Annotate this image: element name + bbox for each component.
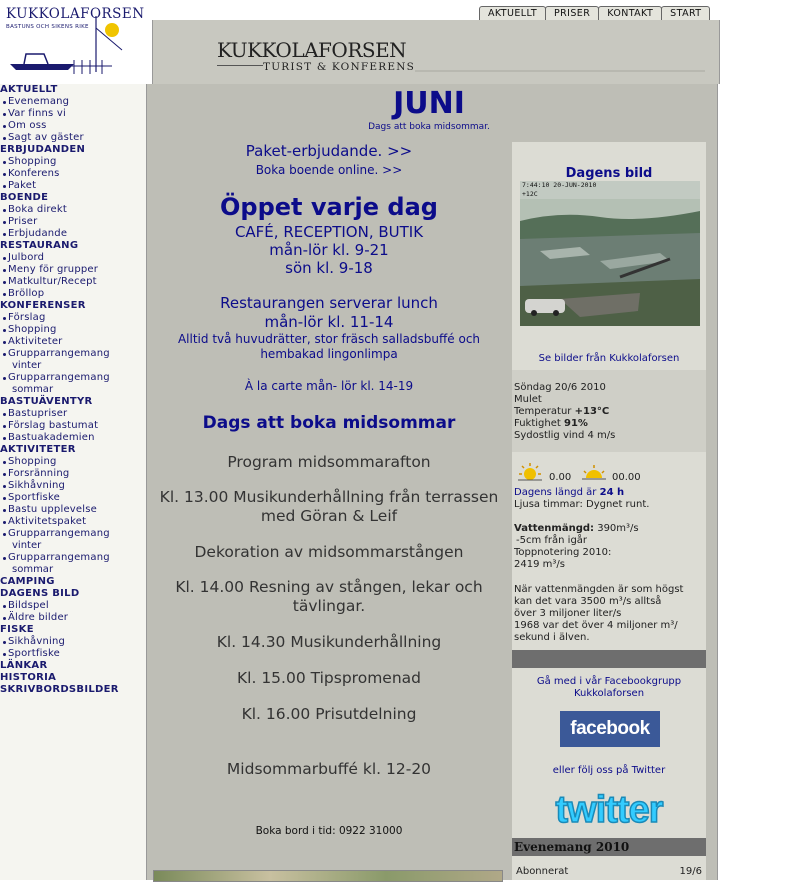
nav-item-continuation[interactable]: vinter <box>12 540 42 551</box>
nav-item[interactable]: Grupparrangemang <box>0 552 146 564</box>
top-note-label: Toppnotering 2010: <box>514 547 612 558</box>
open-line: sön kl. 9-18 <box>285 259 373 277</box>
webcam-temperature: +12C <box>522 190 538 198</box>
fact-line: kan det vara 3500 m³/s alltså <box>514 596 662 607</box>
banner-rule-long <box>415 70 705 72</box>
alacarte-hours: À la carte mån- lör kl. 14-19 <box>244 379 414 393</box>
nav-section-aktiviteter[interactable]: AKTIVITETER <box>0 444 76 455</box>
lunch-hours: mån-lör kl. 11-14 <box>264 313 394 331</box>
wind-info: Sydostlig vind 4 m/s <box>514 430 616 441</box>
header-banner <box>152 20 720 84</box>
events-header-bar <box>512 838 706 856</box>
program-item: Kl. 16.00 Prisutdelning <box>241 705 417 723</box>
temperature-value: +13°C <box>574 406 610 417</box>
events-heading: Evenemang 2010 <box>514 840 630 854</box>
right-sidebar <box>512 142 706 880</box>
tab-aktuellt[interactable]: AKTUELLT <box>479 6 546 21</box>
nav-item[interactable]: Aktiviteter <box>0 336 146 348</box>
nav-section-bastuäventyr[interactable]: BASTUÄVENTYR <box>0 396 93 407</box>
nav-section-boende[interactable]: BOENDE <box>0 192 49 203</box>
tab-start[interactable]: START <box>661 6 710 21</box>
water-volume <box>514 523 708 535</box>
nav-item[interactable]: Sagt av gäster <box>0 132 146 144</box>
event-name[interactable]: Abonnerat <box>516 866 569 877</box>
buffet-time: Midsommarbuffé kl. 12-20 <box>226 760 432 778</box>
nav-section-länkar[interactable]: LÄNKAR <box>0 660 48 671</box>
nav-item[interactable]: Bastuakademien <box>0 432 146 444</box>
nav-item[interactable]: Äldre bilder <box>0 612 146 624</box>
nav-item[interactable]: Erbjudande <box>0 228 146 240</box>
top-note-value: 2419 m³/s <box>514 559 565 570</box>
left-navigation <box>0 84 146 880</box>
program-item: Kl. 13.00 Musikunderhållning från terrassen med Göran & Leif <box>159 488 499 525</box>
nav-item[interactable]: Bastupriser <box>0 408 146 420</box>
lunch-heading: Restaurangen serverar lunch <box>220 294 438 312</box>
nav-section-skrivbordsbilder[interactable]: SKRIVBORDSBILDER <box>0 684 119 695</box>
nav-item[interactable]: Konferens <box>0 168 146 180</box>
webcam-timestamp: 7:44:10 20-JUN-2010 <box>522 181 597 189</box>
nav-item-continuation[interactable]: sommar <box>12 564 54 575</box>
open-heading: Öppet varje dag <box>220 193 438 221</box>
nav-section-restaurang[interactable]: RESTAURANG <box>0 240 79 251</box>
more-images-link[interactable]: Se bilder från Kukkolaforsen <box>538 353 680 364</box>
nav-item[interactable]: Sikhåvning <box>0 480 146 492</box>
nav-item[interactable]: Grupparrangemang <box>0 372 146 384</box>
sunset-time: 00.00 <box>612 472 641 483</box>
banner-subtitle: TURIST & KONFERENS <box>263 61 415 73</box>
nav-section-fiske[interactable]: FISKE <box>0 624 34 635</box>
water-change: -5cm från igår <box>516 535 588 546</box>
day-length-label: Dagens längd är <box>514 487 597 498</box>
month-subheading: Dags att boka midsommar. <box>368 122 490 132</box>
site-logo[interactable] <box>0 0 146 84</box>
midsummer-heading: Dags att boka midsommar <box>202 413 456 433</box>
lunch-description: Alltid två huvudrätter, stor fräsch salladsbuffé och hembakad lingonlimpa <box>177 332 481 361</box>
nav-section-konferenser[interactable]: KONFERENSER <box>0 300 86 311</box>
twitter-button[interactable]: twitter <box>555 789 663 831</box>
program-item: Kl. 15.00 Tipspromenad <box>237 669 421 687</box>
book-online-link[interactable]: Boka boende online. >> <box>255 163 403 177</box>
nav-item[interactable]: Shopping <box>0 456 146 468</box>
nav-item[interactable]: Boka direkt <box>0 204 146 216</box>
sunset-icon <box>580 462 608 484</box>
webcam-image[interactable] <box>520 181 700 326</box>
program-item: Kl. 14.30 Musikunderhållning <box>216 633 442 651</box>
twitter-link[interactable]: eller följ oss på Twitter <box>552 765 666 776</box>
fact-line: sekund i älven. <box>514 632 590 643</box>
day-length-value: 24 h <box>599 487 625 498</box>
tab-kontakt[interactable]: KONTAKT <box>598 6 662 21</box>
program-item: Kl. 14.00 Resning av stången, lekar och tävlingar. <box>175 578 483 615</box>
nav-section-historia[interactable]: HISTORIA <box>0 672 57 683</box>
program-item: Dekoration av midsommarstången <box>194 543 464 561</box>
package-link[interactable]: Paket-erbjudande. >> <box>245 142 413 160</box>
nav-item[interactable]: Var finns vi <box>0 108 146 120</box>
month-heading: JUNI <box>393 86 465 121</box>
nav-item[interactable]: Forsränning <box>0 468 146 480</box>
nav-item-continuation[interactable]: vinter <box>12 360 42 371</box>
weather-date: Söndag 20/6 2010 <box>514 382 606 393</box>
nav-item[interactable]: Sportfiske <box>0 648 146 660</box>
nav-item[interactable]: Grupparrangemang <box>0 528 146 540</box>
nav-item[interactable]: Evenemang <box>0 96 146 108</box>
nav-section-aktuellt[interactable]: AKTUELLT <box>0 84 58 95</box>
nav-item[interactable]: Bröllop <box>0 288 146 300</box>
footer-photo-strip <box>153 870 503 882</box>
nav-section-dagens-bild[interactable]: DAGENS BILD <box>0 588 80 599</box>
nav-item[interactable]: Bildspel <box>0 600 146 612</box>
fact-line: 1968 var det över 4 miljoner m³/ <box>514 620 678 631</box>
top-tabs <box>479 6 709 21</box>
nav-item[interactable]: Shopping <box>0 324 146 336</box>
nav-item-continuation[interactable]: sommar <box>12 384 54 395</box>
nav-item[interactable]: Shopping <box>0 156 146 168</box>
nav-item[interactable]: Sikhåvning <box>0 636 146 648</box>
humidity-label: Fuktighet <box>514 418 561 429</box>
nav-item[interactable]: Julbord <box>0 252 146 264</box>
sunrise-time: 0.00 <box>549 472 572 483</box>
weather-condition: Mulet <box>514 394 542 405</box>
temperature-label: Temperatur <box>514 406 572 417</box>
humidity-value: 91% <box>563 418 588 429</box>
dagens-bild-heading: Dagens bild <box>565 166 653 181</box>
nav-item[interactable]: Aktivitetspaket <box>0 516 146 528</box>
nav-item[interactable]: Matkultur/Recept <box>0 276 146 288</box>
banner-title: KUKKOLAFORSEN <box>217 38 407 62</box>
nav-section-erbjudanden[interactable]: ERBJUDANDEN <box>0 144 86 155</box>
tab-priser[interactable]: PRISER <box>545 6 599 21</box>
water-value: 390m³/s <box>597 523 639 534</box>
open-line: mån-lör kl. 9-21 <box>269 241 389 259</box>
fact-line: När vattenmängden är som högst <box>514 584 684 595</box>
nav-item[interactable]: Förslag <box>0 312 146 324</box>
nav-item[interactable]: Sportfiske <box>0 492 146 504</box>
nav-item[interactable]: Förslag bastumat <box>0 420 146 432</box>
open-line: CAFÉ, RECEPTION, BUTIK <box>234 223 424 241</box>
logo-title: KUKKOLAFORSEN <box>6 6 145 22</box>
sunrise-icon <box>516 462 544 484</box>
facebook-button[interactable]: facebook <box>560 711 660 747</box>
event-date: 19/6 <box>679 866 702 877</box>
sidebar-divider <box>512 650 706 668</box>
banner-rule <box>217 65 263 66</box>
nav-item[interactable]: Meny för grupper <box>0 264 146 276</box>
nav-item[interactable]: Paket <box>0 180 146 192</box>
temperature-row <box>514 406 708 418</box>
light-hours: Ljusa timmar: Dygnet runt. <box>514 499 650 510</box>
booking-phone: Boka bord i tid: 0922 31000 <box>255 825 403 837</box>
day-length <box>514 487 708 499</box>
humidity-row <box>514 418 708 430</box>
logo-subtitle: BASTUNS OCH SIKENS RIKE <box>6 24 89 30</box>
facebook-group-link[interactable]: Gå med i vår Facebookgrupp Kukkolaforsen <box>536 676 682 699</box>
sun-row <box>516 462 710 484</box>
webcam-scene <box>520 181 700 326</box>
nav-item[interactable]: Om oss <box>0 120 146 132</box>
nav-item[interactable]: Grupparrangemang <box>0 348 146 360</box>
water-label: Vattenmängd: <box>514 523 595 534</box>
fact-line: över 3 miljoner liter/s <box>514 608 622 619</box>
nav-item[interactable]: Bastu upplevelse <box>0 504 146 516</box>
program-heading: Program midsommarafton <box>227 453 431 471</box>
nav-item[interactable]: Priser <box>0 216 146 228</box>
nav-section-camping[interactable]: CAMPING <box>0 576 55 587</box>
